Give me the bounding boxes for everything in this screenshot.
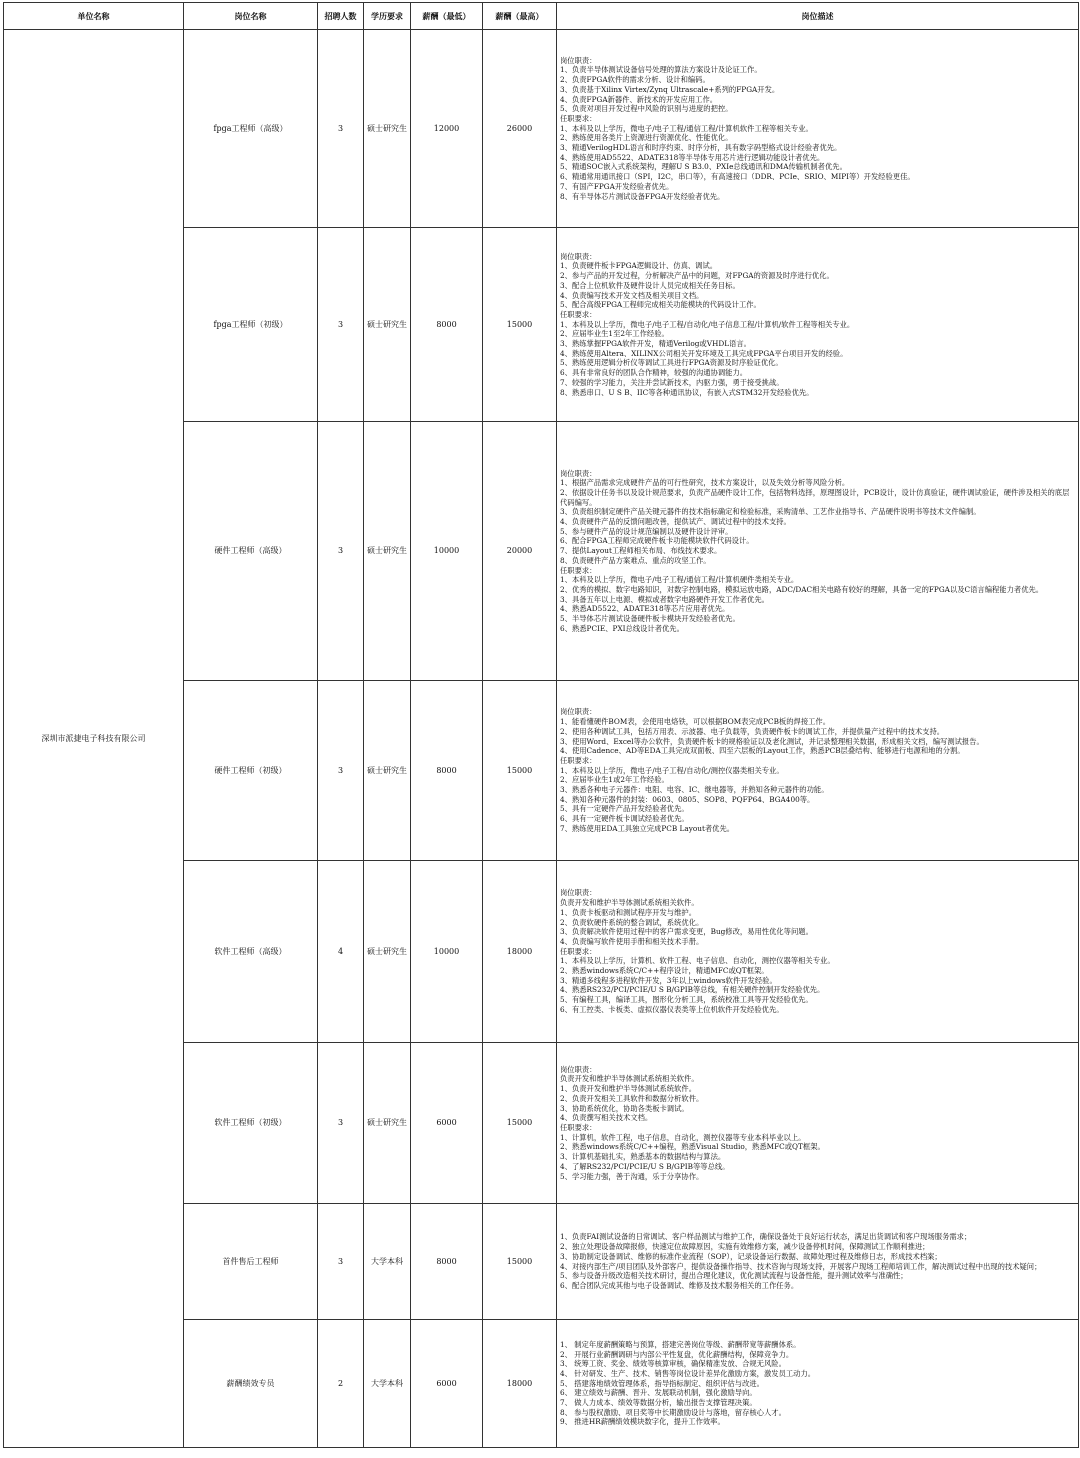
job-description: 岗位职责： 负责开发和维护半导体测试系统相关软件。 1、负责开发和维护半导体测试系统软件。 2、负责开发相关工具软件和数据分析软件。 3、协助系统优化，协助各类板卡调试。 4、负责撰写相关技术文档。 任职要求： 1、计算机，软件工程，电子信息，自动化，测控仪器等专业本科毕业以上。 2、熟悉windows系统C/C++编程，熟悉Visual Studio，熟悉MFC或QT框架。 3、计算机基础扎实，熟悉基本的数据结构与算法。 4、了解RS232/PCI/PCIE/U S B/GPIB等等总线。 5、学习能力强，善于沟通，乐于分享协作。 — [557, 1043, 1079, 1204]
job-description: 岗位职责： 1、能看懂硬件BOM表，会使用电烙铁，可以根据BOM表完成PCB板的焊接工作。 2、使用各种调试工具，包括万用表、示波器、电子负载等，负责硬件板卡的调试工作，并提供量产过程中的技术支持。 3、使用Word、Excel等办公软件，负责硬件板卡的规格验证以及老化测试，并记录整理相关数据，形成相关文档，编写测试报告。 4、使用Cadence、AD等EDA工具完成双面板、四至六层板的Layout工作，熟悉PCB层叠结构、能够进行电源和地的分割。 任职要求： 1、本科及以上学历，微电子/电子工程/自动化/测控仪器类相关专业。 2、应届毕业生1或2年工作经验。 3、熟悉各种电子元器件：电阻、电容、IC、继电器等，并熟知各种元器件的功能。 4、熟知各种元器件的封装：0603、0805、SOP8、PQFP64、BGA400等。 5、具有一定硬件产品开发经验者优先。 6、具有一定硬件板卡调试经验者优先。 7、熟练使用EDA工具独立完成PCB Layout者优先。 — [557, 681, 1079, 861]
salary-min: 8000 — [411, 681, 483, 861]
job-description: 岗位职责： 负责开发和维护半导体测试系统相关软件。 1、负责卡板驱动和测试程序开发与维护。 2、负责软硬件系统的整合调试，系统优化。 3、负责解决软件使用过程中的客户需求变更，Bug修改，易用性优化等问题。 4、负责编写软件使用手册和相关技术手册。 任职要求： 1、本科及以上学历，计算机、软件工程、电子信息、自动化，测控仪器等相关专业。 2、熟悉windows系统C/C++程序设计，精通MFC或QT框架。 3、精通多线程多进程软件开发，3年以上windows软件开发经验。 4、熟悉RS232/PCI/PCIE/U S B/GPIB等总线，有相关硬件控制开发经验优先。 5、有编程工具，编译工具，图形化分析工具，系统校准工具等开发经验优先。 6、有工控类、卡板类、虚拟仪器仪表类等上位机软件开发经验优先。 — [557, 861, 1079, 1043]
header-education: 学历要求 — [364, 3, 411, 30]
company-name: 深圳市派捷电子科技有限公司 — [4, 30, 184, 1448]
job-table — [3, 2, 1079, 1448]
hire-count: 3 — [318, 1204, 364, 1320]
education: 硕士研究生 — [364, 228, 411, 422]
header-description: 岗位描述 — [557, 3, 1079, 30]
header-salary-max: 薪酬（最高） — [483, 3, 557, 30]
education: 大学本科 — [364, 1204, 411, 1320]
salary-min: 10000 — [411, 861, 483, 1043]
salary-max: 26000 — [483, 30, 557, 228]
job-description: 岗位职责： 1、负责半导体测试设备信号处理的算法方案设计及论证工作。 2、负责FPGA软件的需求分析、设计和编码。 3、负责基于Xilinx Virtex/Zynq Ultrascale+系列的FPGA开发。 4、负责FPGA新器件、新技术的开发应用工作。 5、负责对项目开发过程中风险的识别与进度的把控。 任职要求： 1、本科及以上学历，微电子/电子工程/通信工程/计算机软件工程等相关专业。 2、熟练使用各类片上资源进行资源优化、性能优化。 3、精通VerilogHDL语言和时序约束、时序分析，具有数字码型格式设计经验者优先。 4、熟练使用AD5522、ADATE318等半导体专用芯片进行逻辑功能设计者优先。 5、精通SOC嵌入式系统架构，理解U S B3.0、PXIe总线通讯和DMA传输机制者优先。 6、精通常用通讯接口（SPI，I2C，串口等），有高速接口（DDR、PCIe、SRIO、MIPI等）开发经验更佳。 7、有国产FPGA开发经验者优先。 8、有半导体芯片测试设备FPGA开发经验者优先。 — [557, 30, 1079, 228]
salary-max: 20000 — [483, 422, 557, 681]
position-title: 硬件工程师（初级） — [184, 681, 318, 861]
job-description: 岗位职责： 1、负责硬件板卡FPGA逻辑设计、仿真、调试。 2、参与产品的开发过程，分析解决产品中的问题，对FPGA的资源及时序进行优化。 3、配合上位机软件及硬件设计人员完成相关任务目标。 4、负责编写技术开发文档及相关项目文档。 5、配合高级FPGA工程师完成相关功能模块的代码设计工作。 任职要求： 1、本科及以上学历，微电子/电子工程/自动化/电子信息工程/计算机/软件工程等相关专业。 2、应届毕业生1至2年工作经验。 3、熟练掌握FPGA软件开发，精通Verilog或VHDL语言。 4、熟练使用Altera、XILINX公司相关开发环境及工具完成FPGA平台项目开发的经验。 5、熟练使用逻辑分析仪等调试工具进行FPGA资源及时序验证优化。 6、具有非常良好的团队合作精神，较强的沟通协调能力。 7、较强的学习能力，关注并尝试新技术，内驱力强，勇于接受挑战。 8、熟悉串口、U S B、IIC等各种通讯协议，有嵌入式STM32开发经验优先。 — [557, 228, 1079, 422]
job-description: 1、 制定年度薪酬策略与预算，搭建完善岗位等级、薪酬带宽等薪酬体系。 2、 开展行业薪酬调研与内部公平性复盘，优化薪酬结构，保障竞争力。 3、 统筹工资、奖金、绩效等核算审核，确保精准发放、合规无风险。 4、 针对研发、生产、技术、销售等岗位设计差异化激励方案，激发员工动力。 5、 搭建落地绩效管理体系，指导指标制定、组织评估与改进。 6、 建立绩效与薪酬、晋升、发展联动机制，强化激励导向。 7、 做人力成本、绩效等数据分析，输出报告支撑管理决策。 8、 参与股权激励、项目奖等中长期激励设计与落地，留存核心人才。 9、 推进HR薪酬绩效模块数字化，提升工作效率。 — [557, 1320, 1079, 1448]
hire-count: 4 — [318, 861, 364, 1043]
job-description: 1、负责FAI测试设备的日常调试、客户样品测试与维护工作，确保设备处于良好运行状态，满足出货调试和客户现场服务需求； 2、独立处理设备故障报修，快速定位故障原因，实施有效维修方案，减少设备停机时间，保障测试工作顺利推进； 3、协助制定设备调试、维修的标准作业流程（SOP），记录设备运行数据、故障处理过程及维修日志，形成技术档案； 4、对接内部生产/项目团队及外部客户，提供设备操作指导、技术咨询与现场支持，开展客户现场工程师培训工作，解决测试过程中出现的技术疑问； 5、参与设备升级改造相关技术研讨，提出合理化建议，优化测试流程与设备性能，提升测试效率与准确性； 6、配合团队完成其他与电子设备调试、维修及技术服务相关的工作任务。 — [557, 1204, 1079, 1320]
hire-count: 3 — [318, 681, 364, 861]
hire-count: 3 — [318, 228, 364, 422]
education: 硕士研究生 — [364, 861, 411, 1043]
job-description: 岗位职责： 1、根据产品需求完成硬件产品的可行性研究，技术方案设计，以及失效分析等风险分析。 2、依据设计任务书以及设计规范要求，负责产品硬件设计工作，包括物料选择，原理图设计，PCB设计，设计仿真验证，硬件调试验证，硬件涉及相关的底层代码编写。 3、负责组织制定硬件产品关键元器件的技术指标确定和检验标准，采购清单、工艺作业指导书、产品硬件说明书等技术文件编制。 4、负责硬件产品的反馈问题改善，提供试产、调试过程中的技术支持。 5、参与硬件产品的设计规范编制以及硬件设计评审。 6、配合FPGA工程师完成硬件板卡功能模块软件代码设计。 7、提供Layout工程师相关布局、布线技术要求。 8、负责硬件产品方案难点、重点的攻坚工作。 任职要求： 1、本科及以上学历，微电子/电子工程/通信工程/计算机硬件类相关专业。 2、优秀的模拟、数字电路知识，对数字控制电路，模拟运放电路，ADC/DAC相关电路有较好的理解，具备一定的FPGA以及C语言编程能力者优先。 3、具备五年以上电源、模拟或者数字电路硬件开发工作者优先。 4、熟悉AD5522、ADATE318等芯片应用者优先。 5、半导体芯片测试设备硬件板卡模块开发经验者优先。 6、熟悉PCIE、PXI总线设计者优先。 — [557, 422, 1079, 681]
salary-max: 15000 — [483, 228, 557, 422]
position-title: 软件工程师（初级） — [184, 1043, 318, 1204]
salary-min: 10000 — [411, 422, 483, 681]
education: 大学本科 — [364, 1320, 411, 1448]
header-position: 岗位名称 — [184, 3, 318, 30]
salary-max: 15000 — [483, 1043, 557, 1204]
salary-max: 15000 — [483, 1204, 557, 1320]
education: 硕士研究生 — [364, 681, 411, 861]
hire-count: 3 — [318, 422, 364, 681]
position-title: 软件工程师（高级） — [184, 861, 318, 1043]
salary-min: 8000 — [411, 228, 483, 422]
position-title: 首件售后工程师 — [184, 1204, 318, 1320]
salary-max: 15000 — [483, 681, 557, 861]
position-title: 薪酬绩效专员 — [184, 1320, 318, 1448]
hire-count: 3 — [318, 30, 364, 228]
header-count: 招聘人数 — [318, 3, 364, 30]
salary-min: 8000 — [411, 1204, 483, 1320]
header-salary-min: 薪酬（最低） — [411, 3, 483, 30]
education: 硕士研究生 — [364, 1043, 411, 1204]
salary-max: 18000 — [483, 1320, 557, 1448]
hire-count: 2 — [318, 1320, 364, 1448]
hire-count: 3 — [318, 1043, 364, 1204]
position-title: fpga工程师（高级） — [184, 30, 318, 228]
salary-max: 18000 — [483, 861, 557, 1043]
education: 硕士研究生 — [364, 30, 411, 228]
position-title: fpga工程师（初级） — [184, 228, 318, 422]
education: 硕士研究生 — [364, 422, 411, 681]
salary-min: 6000 — [411, 1043, 483, 1204]
table-row — [4, 30, 1079, 228]
salary-min: 6000 — [411, 1320, 483, 1448]
header-row — [4, 3, 1079, 30]
salary-min: 12000 — [411, 30, 483, 228]
header-company: 单位名称 — [4, 3, 184, 30]
position-title: 硬件工程师（高级） — [184, 422, 318, 681]
